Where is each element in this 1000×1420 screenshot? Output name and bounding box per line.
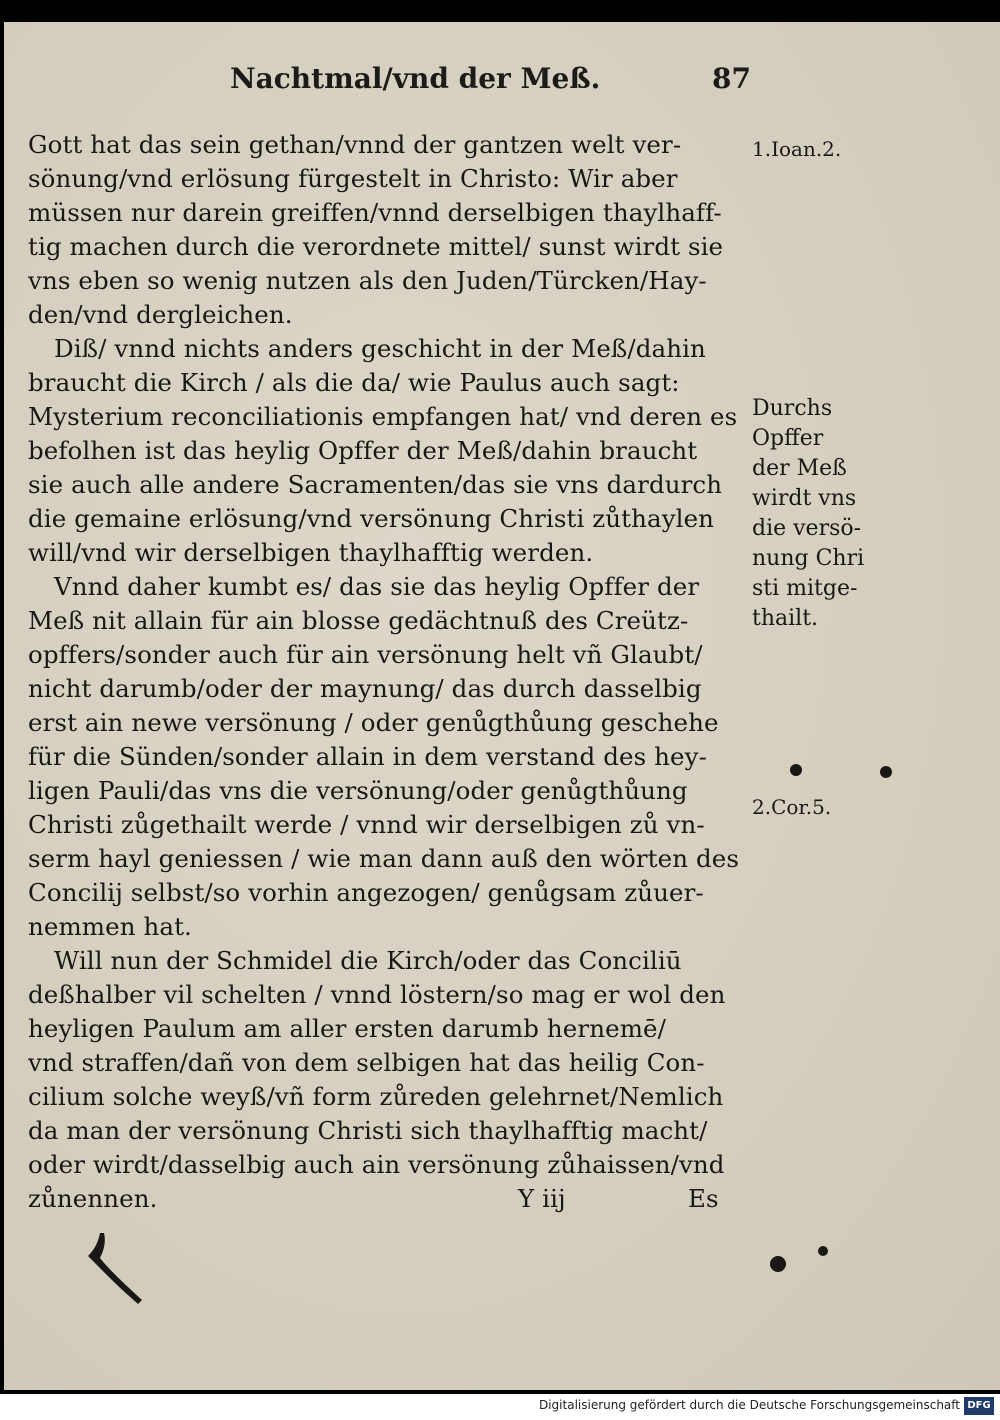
catchword: Es [688,1184,719,1213]
margin-reference-top: 1.Ioan.2. [752,137,842,161]
running-header [230,62,750,98]
gloss-line: Durchs [752,396,833,421]
text-line: ligen Pauli/das vns die versönung/oder genůgthůung [28,776,688,805]
text-line: vnd straffen/dañ von dem selbigen hat das heilig Con- [28,1048,705,1077]
text-line: tig machen durch die verordnete mittel/ sunst wirdt sie [28,232,724,261]
text-line: da man der versönung Christi sich thaylhafftig macht/ [28,1116,708,1145]
text-line: die gemaine erlösung/vnd versönung Christi zůthaylen [28,504,715,533]
ink-dot [880,766,892,778]
footer-bar [0,1394,1000,1420]
text-line: zůnennen. [28,1184,158,1213]
text-line: Concilij selbst/so vorhin angezogen/ genůgsam zůuer- [28,878,704,907]
gloss-line: thailt. [752,606,819,631]
text-line: serm hayl geniessen / wie man dann auß den wörten des [28,844,740,873]
gloss-line: nung Chri [752,546,865,571]
text-line: Meß nit allain für ain blosse gedächtnuß des Creütz- [28,606,689,635]
funding-notice: Digitalisierung gefördert durch die Deutsche Forschungsgemeinschaft [538,1398,960,1412]
text-line: braucht die Kirch / als die da/ wie Paulus auch sagt: [28,368,680,397]
text-line: müssen nur darein greiffen/vnnd derselbigen thaylhaff- [28,198,722,227]
text-line: will/vnd wir derselbigen thaylhafftig werden. [28,538,594,567]
running-title: Nachtmal/vnd der Meß. [230,62,601,95]
text-line: opffers/sonder auch für ain versönung helt vñ Glaubt/ [28,640,703,669]
margin-gloss [752,394,882,634]
gloss-line: die versö- [752,516,862,541]
signature-mark: Y iij [518,1184,566,1213]
ink-dot [770,1256,786,1272]
text-line: Gott hat das sein gethan/vnnd der gantzen welt ver- [28,130,682,159]
text-line: den/vnd dergleichen. [28,300,293,329]
text-line: nicht darumb/oder der maynung/ das durch dasselbig [28,674,702,703]
text-line: Mysterium reconciliationis empfangen hat/ vnd deren es [28,402,738,431]
final-line [28,1182,748,1216]
dfg-logo: DFG [964,1397,994,1415]
text-line: befolhen ist das heylig Opffer der Meß/dahin braucht [28,436,698,465]
text-line: oder wirdt/dasselbig auch ain versönung zůhaissen/vnd [28,1150,725,1179]
text-line: erst ain newe versönung / oder genůgthůung geschehe [28,708,719,737]
text-line: Christi zůgethailt werde / vnnd wir derselbigen zů vn- [28,810,705,839]
text-line: nemmen hat. [28,912,192,941]
ink-stain [80,1228,150,1308]
text-line: sönung/vnd erlösung fürgestelt in Christo: Wir aber [28,164,678,193]
text-line: cilium solche weyß/vñ form zůreden gelehrnet/Nemlich [28,1082,724,1111]
text-line: heyligen Paulum am aller ersten darumb hernemē/ [28,1014,666,1043]
text-line: Will nun der Schmidel die Kirch/oder das Conciliū [54,946,682,975]
margin-reference-bottom: 2.Cor.5. [752,795,832,819]
gloss-line: sti mitge- [752,576,858,601]
gloss-line: wirdt vns [752,486,857,511]
text-line: Diß/ vnnd nichts anders geschicht in der Meß/dahin [54,334,706,363]
text-line: vns eben so wenig nutzen als den Juden/Türcken/Hay- [28,266,707,295]
folio-number: 87 [712,62,751,95]
text-line: sie auch alle andere Sacramenten/das sie vns dardurch [28,470,723,499]
gloss-line: der Meß [752,456,847,481]
main-text-block [28,128,748,1216]
ink-dot [790,764,802,776]
text-line: für die Sünden/sonder allain in dem verstand des hey- [28,742,707,771]
text-line: deßhalber vil schelten / vnnd löstern/so mag er wol den [28,980,726,1009]
ink-dot [818,1246,828,1256]
gloss-line: Opffer [752,426,824,451]
text-line: Vnnd daher kumbt es/ das sie das heylig Opffer der [54,572,700,601]
